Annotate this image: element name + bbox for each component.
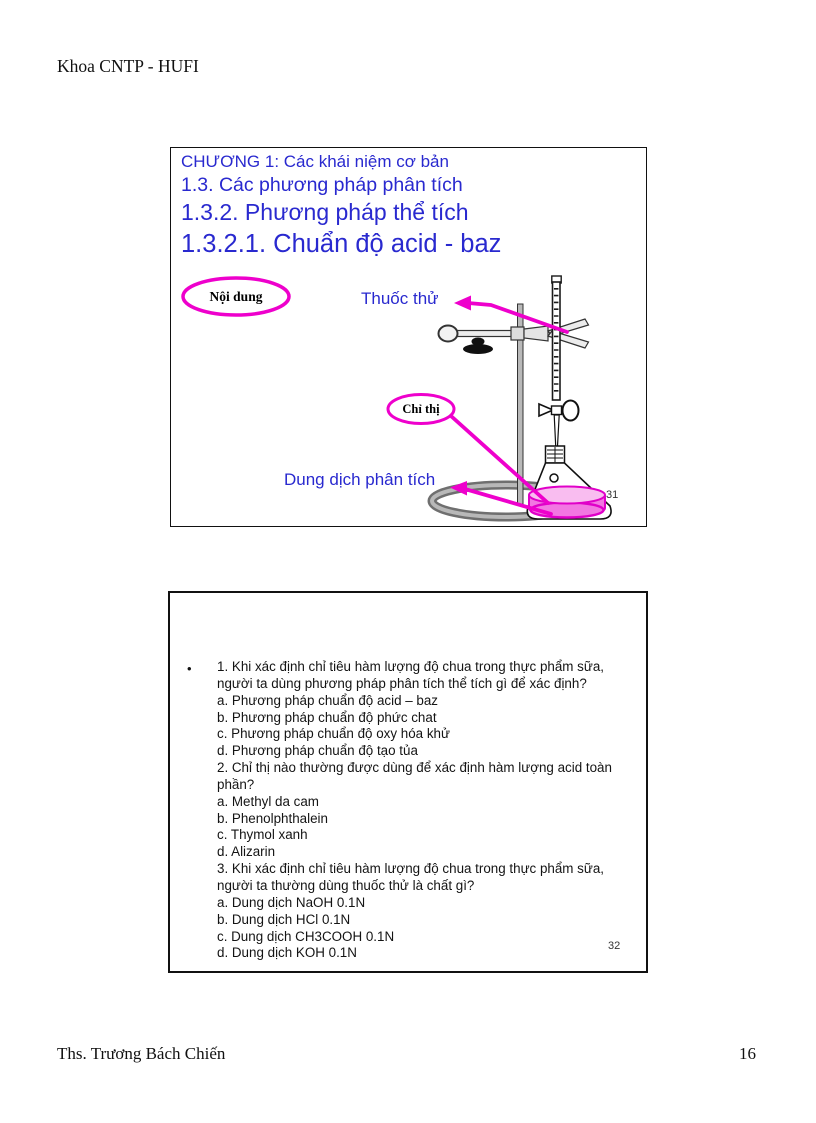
quiz-text-block bbox=[217, 659, 637, 962]
page-header: Khoa CNTP - HUFI bbox=[57, 56, 199, 76]
titration-apparatus-illustration bbox=[171, 148, 648, 525]
quiz-line: d. Alizarin bbox=[217, 844, 276, 860]
quiz-line: c. Dung dịch CH3COOH 0.1N bbox=[217, 928, 395, 944]
quiz-line: 2. Chỉ thị nào thường được dùng để xác định hàm lượng acid toàn bbox=[217, 760, 612, 776]
quiz-line: c. Phương pháp chuẩn độ oxy hóa khử bbox=[217, 726, 450, 742]
quiz-line: b. Dung dịch HCl 0.1N bbox=[217, 911, 351, 927]
quiz-line: 3. Khi xác định chỉ tiêu hàm lượng độ chua trong thực phẩm sữa, bbox=[217, 861, 605, 877]
slide1-title-topic: 1.3.2.1. Chuẩn độ acid - baz bbox=[181, 230, 502, 258]
slide-1 bbox=[170, 147, 647, 527]
thuoc-thu-label: Thuốc thử bbox=[361, 289, 439, 308]
quiz-line: phần? bbox=[217, 776, 255, 792]
bullet-glyph: • bbox=[187, 661, 192, 676]
quiz-line: a. Phương pháp chuẩn độ acid – baz bbox=[217, 692, 438, 708]
quiz-line: a. Methyl da cam bbox=[217, 793, 319, 809]
quiz-line: d. Phương pháp chuẩn độ tạo tủa bbox=[217, 743, 418, 759]
quiz-line: 1. Khi xác định chỉ tiêu hàm lượng độ chua trong thực phẩm sữa, bbox=[217, 659, 605, 674]
quiz-line: c. Thymol xanh bbox=[217, 827, 308, 843]
quiz-line: d. Dung dịch KOH 0.1N bbox=[217, 945, 357, 961]
slide2-page-number: 32 bbox=[608, 940, 621, 952]
dung-dich-phan-tich-label: Dung dịch phân tích bbox=[284, 470, 436, 489]
footer-page-number: 16 bbox=[739, 1044, 756, 1063]
footer-author: Ths. Trương Bách Chiến bbox=[57, 1044, 226, 1063]
quiz-line: b. Phenolphthalein bbox=[217, 810, 328, 826]
slide1-title-chapter: CHƯƠNG 1: Các khái niệm cơ bản bbox=[181, 152, 449, 171]
burette-clamp bbox=[439, 319, 589, 354]
slide1-title-section: 1.3. Các phương pháp phân tích bbox=[181, 174, 463, 196]
slide1-page-number: 31 bbox=[606, 489, 619, 501]
chi-thi-label: Chỉ thị bbox=[402, 401, 440, 416]
slide1-title-subsection: 1.3.2. Phương pháp thể tích bbox=[181, 199, 469, 225]
quiz-line: a. Dung dịch NaOH 0.1N bbox=[217, 894, 366, 910]
quiz-line: người ta dùng phương pháp phân tích thể tích gì để xác định? bbox=[217, 675, 587, 691]
burette bbox=[539, 276, 579, 448]
slide-2 bbox=[168, 591, 648, 973]
noi-dung-label: Nội dung bbox=[209, 288, 263, 304]
quiz-line: b. Phương pháp chuẩn độ phức chat bbox=[217, 709, 437, 725]
quiz-line: người ta thường dùng thuốc thử là chất gì? bbox=[217, 877, 475, 893]
